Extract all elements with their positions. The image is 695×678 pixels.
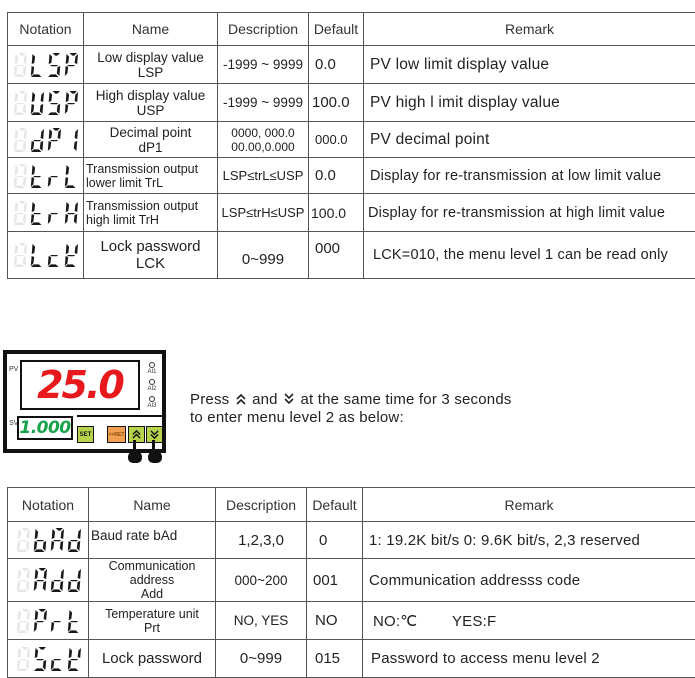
return-button[interactable]: <<RET [107,426,126,443]
param-description: 1,2,3,0 [216,522,307,559]
param-name: Low display value [97,49,204,65]
seven-segment-prt-icon [8,607,88,635]
seven-segment-lsp-icon [8,51,83,79]
led-ai1: AI1 [143,362,161,375]
header-name: Name [84,13,218,46]
header-description: Description [216,488,307,522]
param-description-line1: 0000, 000.0 [231,125,295,140]
param-name: Temperature unit [105,606,199,621]
table-row [8,158,695,194]
param-default: 000.0 [309,122,364,158]
table-row [8,46,695,84]
divider [77,415,163,417]
table-row [8,640,695,678]
header-default: Default [309,13,364,46]
param-remark: PV low limit display value [364,46,695,84]
led-ai3: AI3 [143,396,161,409]
table-row [8,559,695,602]
seven-segment-usp-icon [8,89,83,117]
param-code: Prt [144,620,160,635]
param-description: 000~200 [216,559,307,602]
param-remark: Display for re-transmission at high limit value [364,194,695,232]
param-default: 0.0 [309,46,364,84]
param-description: NO, YES [216,602,307,640]
param-name: Baud rate bAd [89,522,216,559]
param-default: 015 [307,640,363,678]
param-remark: LCK=010, the menu level 1 can be read only [364,232,695,279]
header-name: Name [89,488,216,522]
param-remark: NO:℃ YES:F [363,602,695,640]
sv-display [17,416,73,440]
seven-segment-add-icon [8,566,88,594]
controller-panel [3,350,166,453]
param-remark: Display for re-transmission at low limit value [364,158,695,194]
table-row [8,84,695,122]
param-name: Transmission output [86,161,199,176]
seven-segment-lck-icon [8,241,83,269]
param-default: 000 [309,232,364,279]
param-description: LSP≤trH≤USP [218,194,309,232]
param-code: LSP [137,64,164,80]
pv-value: 25.0 [37,363,123,407]
param-default: 0 [307,522,363,559]
sv-value: 1.000 [19,418,71,438]
param-remark: Communication addresss code [363,559,695,602]
table-row [8,232,695,279]
param-remark: 1: 19.2K bit/s 0: 9.6K bit/s, 2,3 reserved [363,522,695,559]
up-button[interactable] [128,426,145,443]
param-name: Transmission output [86,198,199,213]
param-code: lower limit TrL [86,175,164,190]
seven-segment-sck-icon [8,645,88,673]
double-chevron-up-icon [234,393,248,405]
double-chevron-down-icon [150,430,159,439]
param-name: Communication address [108,559,196,587]
seven-segment-trh-icon [8,199,83,227]
sv-label: SV [9,420,19,427]
double-chevron-up-icon [132,430,141,439]
table-row [8,122,695,158]
pv-label: PV [9,366,19,373]
seven-segment-bad-icon [8,526,88,554]
set-button[interactable]: SET [77,426,94,443]
param-name: Decimal point [109,124,192,140]
menu-level-1-table [7,12,695,279]
header-notation: Notation [8,13,84,46]
param-description: LSP≤trL≤USP [218,158,309,194]
param-code: USP [136,102,165,118]
param-code: high limit TrH [86,212,159,227]
double-chevron-down-icon [282,393,296,405]
instruction-text: Press and at the same time for 3 seconds to enter menu level 2 as below: [190,391,512,426]
header-description: Description [218,13,309,46]
seven-segment-trl-icon [8,162,83,190]
param-default: 100.0 [309,194,364,232]
param-remark: PV decimal point [364,122,695,158]
param-default: NO [307,602,363,640]
table-header-row [8,13,695,46]
param-description: 0~999 [216,640,307,678]
param-default: 001 [307,559,363,602]
header-remark: Remark [363,488,695,522]
param-default: 100.0 [309,84,364,122]
header-default: Default [307,488,363,522]
menu-level-2-table [7,487,695,678]
param-default: 0.0 [309,158,364,194]
param-description: 0~999 [218,232,309,279]
param-name: High display value [95,87,206,103]
table-header-row [8,488,695,522]
table-row [8,522,695,559]
table-row [8,602,695,640]
param-description-line2: 00.00,0.000 [231,139,295,154]
header-remark: Remark [364,13,695,46]
param-remark: Password to access menu level 2 [363,640,695,678]
param-description: -1999 ~ 9999 [218,46,309,84]
table-row [8,194,695,232]
header-notation: Notation [8,488,89,522]
param-name: Lock password [89,640,216,678]
param-code: dP1 [138,139,163,155]
indicator-leds [143,362,161,413]
param-description: -1999 ~ 9999 [218,84,309,122]
pv-display [20,360,140,410]
param-remark: PV high l imit display value [364,84,695,122]
led-ai2: AI2 [143,379,161,392]
seven-segment-dp1-icon [8,126,83,154]
param-name: Lock password [100,238,201,255]
param-code: Add [140,587,164,601]
param-code: LCK [135,255,166,272]
